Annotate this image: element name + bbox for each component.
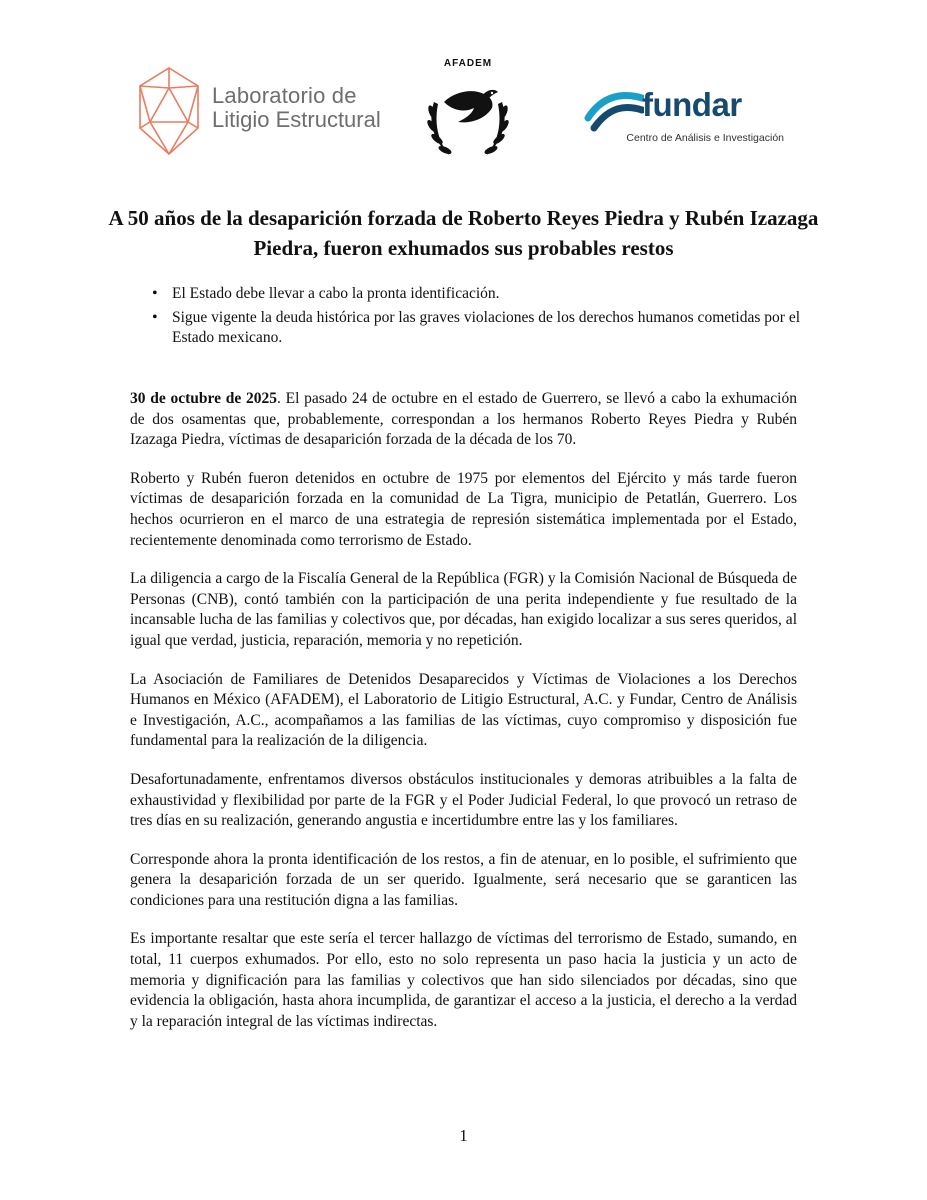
paragraph-3: La diligencia a cargo de la Fiscalía General de la República (FGR) y la Comisión Nacional de Búsqueda de Personas (CNB), contó también con la participación de una perita independiente y fue resultado de la incansable lucha de las familias y colectivos que, por décadas, han exigido localizar a sus seres queridos, al igual que verdad, justicia, reparación, memoria y no repetición.: [130, 570, 797, 649]
afadem-logo-text: AFADEM: [443, 58, 493, 69]
paragraph-1: [130, 389, 797, 451]
paragraph-5: Desafortunadamente, enfrentamos diversos obstáculos institucionales y demoras atribuibles a la falta de exhaustividad y flexibilidad por parte de la FGR y el Poder Judicial Federal, lo que provocó un retraso de tres días en su realización, generando angustia e incertidumbre entre las y los familiares.: [130, 770, 797, 830]
wave-icon: [584, 84, 644, 132]
document-title: A 50 años de la desaparición forzada de Roberto Reyes Piedra y Rubén Izazaga Piedra, fueron exhumados sus probables restos: [108, 206, 819, 260]
paragraph-4: La Asociación de Familiares de Detenidos Desaparecidos y Víctimas de Violaciones a los Derechos Humanos en México (AFADEM), el Laboratorio de Litigio Estructural, A.C. y Fundar, Centro de Análisis e Investigación, A.C., acompañamos a las familias de las víctimas, cuyo compromiso y disposición fue fundamental para la realización de la diligencia.: [130, 670, 797, 750]
bullet-item: • El Estado debe llevar a cabo la pronta identificación.: [138, 284, 818, 304]
paragraph-6: Corresponde ahora la pronta identificación de los restos, a fin de atenuar, en lo posible, el sufrimiento que genera la desaparición forzada de un ser querido. Igualmente, será necesario que se garanticen las condiciones para una restitución digna a las familias.: [130, 850, 797, 909]
lab-logo-text: [212, 84, 381, 132]
fundar-logo: [584, 82, 784, 152]
document-body: [130, 389, 797, 1050]
paragraph-1-text: . El pasado 24 de octubre en el estado de Guerrero, se llevó a cabo la exhumación de dos osamentas que, probablemente, correspondan a los hermanos Roberto Reyes Piedra y Rubén Izazaga Piedra, víctimas de desaparición forzada de la década de los 70.: [130, 390, 797, 449]
fundar-logo-word: fundar: [642, 86, 742, 123]
lab-logo: [136, 66, 386, 166]
bullet-item: • Sigue vigente la deuda histórica por las graves violaciones de los derechos humanos cometidas por el Estado mexicano.: [138, 308, 818, 348]
summary-bullets: [138, 284, 818, 352]
afadem-logo: [420, 58, 516, 168]
page-number: 1: [459, 1126, 468, 1145]
dove-laurel-icon: [420, 72, 516, 168]
paragraph-7: Es importante resaltar que este sería el tercer hallazgo de víctimas del terrorismo de Estado, sumando, en total, 11 cuerpos exhumados. Por ello, esto no solo representa un paso hacia la justicia y un acto de memoria y dignificación para las familias y colectivos que han sido silenciados por décadas, sino que evidencia la obligación, hasta ahora incumplida, de garantizar el acceso a la justicia, el derecho a la verdad y la reparación integral de las víctimas indirectas.: [130, 930, 797, 1030]
lab-logo-line2: Litigio Estructural: [212, 107, 381, 132]
press-date: 30 de octubre de 2025: [130, 390, 277, 407]
fundar-logo-subtitle: Centro de Análisis e Investigación: [626, 132, 784, 144]
header-logos: [0, 0, 927, 180]
paragraph-2: Roberto y Rubén fueron detenidos en octubre de 1975 por elementos del Ejército y más tarde fueron víctimas de desaparición forzada en la comunidad de La Tigra, municipio de Petatlán, Guerrero. Los hechos ocurrieron en el marco de una estrategia de represión sistemática implementada por el Estado, recientemente denominada como terrorismo de Estado.: [130, 469, 797, 549]
lab-logo-line1: Laboratorio de: [212, 83, 357, 108]
polyhedron-icon: [136, 66, 202, 156]
